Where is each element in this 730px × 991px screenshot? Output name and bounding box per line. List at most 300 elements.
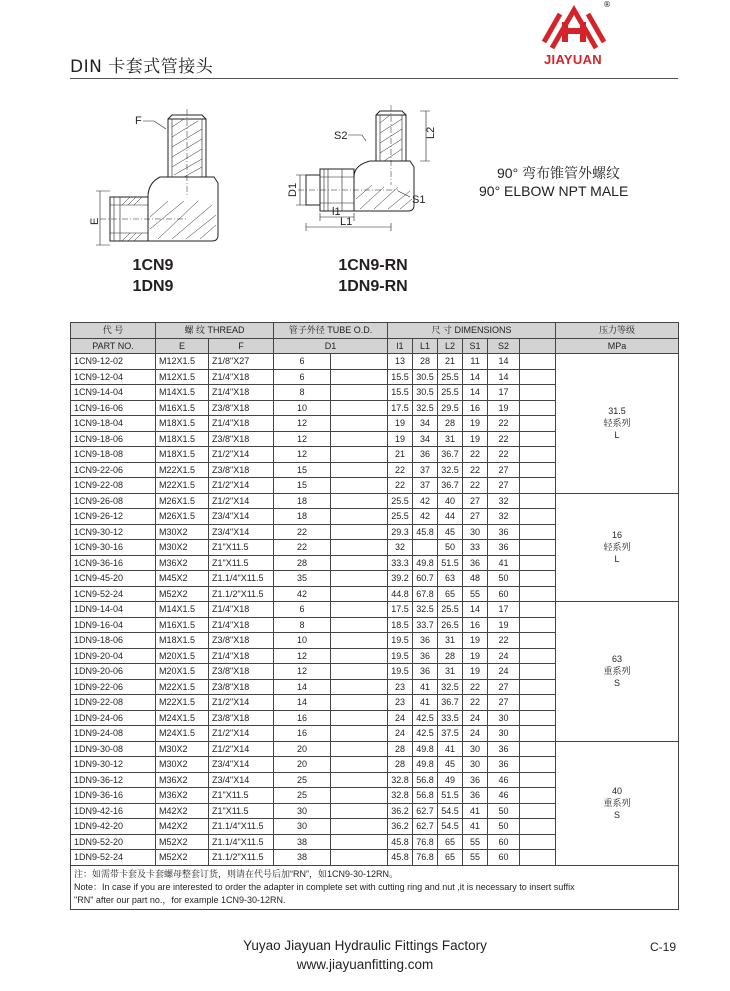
l2-cell: 25.5 (438, 385, 463, 401)
l1-cell: 28 (413, 354, 438, 370)
page-title: DIN 卡套式管接头 (70, 57, 214, 77)
blank-cell (520, 524, 556, 540)
l2-cell: 31 (438, 431, 463, 447)
l1-cell: 33.7 (413, 617, 438, 633)
l2-cell: 51.5 (438, 555, 463, 571)
s1-cell: 19 (463, 664, 488, 680)
thread-e-cell: M18X1.5 (156, 633, 209, 649)
l1-small-cell: 15.5 (388, 385, 413, 401)
label-d1: D1 (287, 182, 299, 197)
s2-cell: 27 (488, 679, 520, 695)
blank-cell (520, 385, 556, 401)
l1-cell: 56.8 (413, 788, 438, 804)
l2-cell: 21 (438, 354, 463, 370)
l1-cell: 41 (413, 695, 438, 711)
thread-f-cell: Z1"X11.5 (209, 555, 274, 571)
tube-od-cell: 12 (274, 648, 331, 664)
table-row (71, 741, 679, 757)
blank-cell (520, 431, 556, 447)
l1-cell: 41 (413, 679, 438, 695)
label-l1-small: l1 (332, 206, 341, 218)
table-header-row-2 (71, 338, 679, 354)
thread-f-cell: Z3/4"X14 (209, 509, 274, 525)
blank-cell (520, 679, 556, 695)
thread-e-cell: M14X1.5 (156, 385, 209, 401)
l2-cell: 32.5 (438, 679, 463, 695)
thread-e-cell: M20X1.5 (156, 648, 209, 664)
thread-f-cell: Z1.1/4"X11.5 (209, 834, 274, 850)
note-cn: 注：如需带卡套及卡套螺母整套订货，则请在代号后加“RN”，如1CN9-30-12RN。 (74, 868, 399, 879)
s2-cell: 36 (488, 741, 520, 757)
blank-cell (520, 462, 556, 478)
thread-e-cell: M16X1.5 (156, 617, 209, 633)
label-s1: S1 (412, 194, 426, 206)
l2-cell: 31 (438, 633, 463, 649)
pressure-cell (556, 354, 679, 494)
pressure-code: L (614, 430, 620, 441)
l1-small-cell: 19.5 (388, 648, 413, 664)
s1-cell: 55 (463, 834, 488, 850)
thread-f-cell: Z1/4"X18 (209, 416, 274, 432)
l1-small-cell: 22 (388, 478, 413, 494)
s2-cell: 32 (488, 509, 520, 525)
tube-od-cell: 10 (274, 633, 331, 649)
l2-cell: 41 (438, 741, 463, 757)
blank-cell (520, 788, 556, 804)
l1-small-cell: 36.2 (388, 819, 413, 835)
l1-small-cell: 23 (388, 695, 413, 711)
part-no-cell: 1DN9-52-20 (71, 834, 156, 850)
s2-cell: 30 (488, 710, 520, 726)
tube-od-blank-cell (331, 834, 388, 850)
thread-e-cell: M30X2 (156, 540, 209, 556)
l1-small-cell: 28 (388, 741, 413, 757)
l2-cell: 37.5 (438, 726, 463, 742)
l2-cell: 25.5 (438, 602, 463, 618)
thread-e-cell: M30X2 (156, 757, 209, 773)
table-row (71, 602, 679, 618)
s2-cell: 17 (488, 385, 520, 401)
l1-cell: 36 (413, 664, 438, 680)
tube-od-cell: 30 (274, 803, 331, 819)
s2-cell: 22 (488, 633, 520, 649)
tube-od-cell: 6 (274, 369, 331, 385)
part-no-cell: 1CN9-12-04 (71, 369, 156, 385)
part-no-cell: 1DN9-16-04 (71, 617, 156, 633)
blank-cell (520, 819, 556, 835)
label-f: F (135, 115, 142, 127)
l1-cell: 67.8 (413, 586, 438, 602)
s2-cell: 27 (488, 462, 520, 478)
s2-cell: 41 (488, 555, 520, 571)
footer-factory-name: Yuyao Jiayuan Hydraulic Fittings Factory (243, 938, 487, 953)
part-no-cell: 1CN9-26-08 (71, 493, 156, 509)
part-no-cell: 1DN9-20-06 (71, 664, 156, 680)
tube-od-cell: 8 (274, 617, 331, 633)
l2-cell: 54.5 (438, 803, 463, 819)
blank-cell (520, 478, 556, 494)
s1-cell: 22 (463, 695, 488, 711)
s1-cell: 16 (463, 617, 488, 633)
thread-f-cell: Z3/8"X18 (209, 431, 274, 447)
thread-f-cell: Z1/4"X18 (209, 602, 274, 618)
header-l1: L1 (413, 338, 438, 354)
page-number: C-19 (650, 940, 677, 954)
blank-cell (520, 757, 556, 773)
blank-cell (520, 369, 556, 385)
l1-small-cell: 15.5 (388, 369, 413, 385)
s1-cell: 24 (463, 710, 488, 726)
s1-cell: 41 (463, 803, 488, 819)
l2-cell: 28 (438, 648, 463, 664)
thread-e-cell: M52X2 (156, 834, 209, 850)
blank-cell (520, 602, 556, 618)
l1-cell: 34 (413, 416, 438, 432)
blank-cell (520, 540, 556, 556)
tube-od-blank-cell (331, 850, 388, 866)
blank-cell (520, 633, 556, 649)
s2-cell: 50 (488, 571, 520, 587)
tube-od-cell: 20 (274, 757, 331, 773)
blank-cell (520, 648, 556, 664)
l1-cell: 42.5 (413, 710, 438, 726)
blank-cell (520, 400, 556, 416)
thread-e-cell: M12X1.5 (156, 354, 209, 370)
s2-cell: 30 (488, 726, 520, 742)
s1-cell: 22 (463, 478, 488, 494)
l1-cell: 36 (413, 648, 438, 664)
l1-cell: 42 (413, 509, 438, 525)
tube-od-cell: 30 (274, 819, 331, 835)
thread-e-cell: M20X1.5 (156, 664, 209, 680)
s1-cell: 30 (463, 741, 488, 757)
thread-f-cell: Z3/8"X18 (209, 679, 274, 695)
part-no-cell: 1DN9-30-12 (71, 757, 156, 773)
l1-cell: 32.5 (413, 400, 438, 416)
blank-cell (520, 493, 556, 509)
l2-cell: 65 (438, 850, 463, 866)
s2-cell: 46 (488, 772, 520, 788)
header-mpa: MPa (556, 338, 679, 354)
header-tube: 管子外径 TUBE O.D. (274, 323, 388, 339)
part-number-right-1: 1CN9-RN (338, 257, 408, 274)
tube-od-blank-cell (331, 400, 388, 416)
l1-small-cell: 39.2 (388, 571, 413, 587)
tube-od-blank-cell (331, 788, 388, 804)
part-no-cell: 1CN9-12-02 (71, 354, 156, 370)
l1-small-cell: 44.8 (388, 586, 413, 602)
header-l-small: l1 (388, 338, 413, 354)
header-d1: D1 (274, 338, 388, 354)
thread-f-cell: Z1/2"X14 (209, 447, 274, 463)
tube-od-blank-cell (331, 679, 388, 695)
thread-e-cell: M52X2 (156, 586, 209, 602)
header-s1: S1 (463, 338, 488, 354)
l1-small-cell: 32 (388, 540, 413, 556)
tube-od-cell: 25 (274, 772, 331, 788)
s1-cell: 27 (463, 509, 488, 525)
l1-cell: 49.8 (413, 741, 438, 757)
pressure-value: 16 (612, 530, 623, 541)
tube-od-blank-cell (331, 385, 388, 401)
s1-cell: 33 (463, 540, 488, 556)
l2-cell: 36.7 (438, 478, 463, 494)
l1-small-cell: 17.5 (388, 602, 413, 618)
footer-website-link[interactable]: www.jiayuanfitting.com (296, 957, 434, 972)
tube-od-blank-cell (331, 416, 388, 432)
label-l2: L2 (425, 126, 437, 139)
thread-f-cell: Z1"X11.5 (209, 788, 274, 804)
s1-cell: 48 (463, 571, 488, 587)
l1-small-cell: 24 (388, 726, 413, 742)
l1-cell: 49.8 (413, 757, 438, 773)
l1-cell: 30.5 (413, 385, 438, 401)
header-e: E (156, 338, 209, 354)
s2-cell: 27 (488, 478, 520, 494)
tube-od-cell: 16 (274, 710, 331, 726)
thread-e-cell: M30X2 (156, 524, 209, 540)
header-divider (70, 78, 678, 79)
l1-small-cell: 22 (388, 462, 413, 478)
l2-cell: 45 (438, 524, 463, 540)
thread-e-cell: M22X1.5 (156, 478, 209, 494)
thread-f-cell: Z1/4"X18 (209, 648, 274, 664)
l1-small-cell: 13 (388, 354, 413, 370)
tube-od-cell: 14 (274, 695, 331, 711)
s2-cell: 19 (488, 400, 520, 416)
thread-e-cell: M22X1.5 (156, 462, 209, 478)
thread-f-cell: Z1"X11.5 (209, 803, 274, 819)
thread-f-cell: Z1.1/2"X11.5 (209, 586, 274, 602)
note-en-line-1: Note：In case if you are interested to order the adapter in complete set with cutting ring and nut ,it is necessary to insert suffix (74, 881, 575, 892)
l1-cell: 36 (413, 633, 438, 649)
thread-f-cell: Z3/8"X18 (209, 664, 274, 680)
part-no-cell: 1DN9-42-16 (71, 803, 156, 819)
l2-cell: 32.5 (438, 462, 463, 478)
thread-e-cell: M36X2 (156, 772, 209, 788)
s2-cell: 60 (488, 586, 520, 602)
label-e: E (89, 217, 101, 225)
note-en-line-2: "RN" after our part no.，for example 1CN9-30-12RN. (74, 894, 286, 905)
tube-od-cell: 22 (274, 524, 331, 540)
tube-od-blank-cell (331, 648, 388, 664)
header-s2: S2 (488, 338, 520, 354)
table-note-row (71, 865, 679, 909)
s2-cell: 14 (488, 354, 520, 370)
part-no-cell: 1DN9-22-06 (71, 679, 156, 695)
table-row (71, 493, 679, 509)
l1-small-cell: 18.5 (388, 617, 413, 633)
blank-cell (520, 726, 556, 742)
s1-cell: 27 (463, 493, 488, 509)
s2-cell: 36 (488, 524, 520, 540)
l1-cell: 32.5 (413, 602, 438, 618)
tube-od-blank-cell (331, 617, 388, 633)
s2-cell: 22 (488, 416, 520, 432)
tube-od-cell: 20 (274, 741, 331, 757)
tube-od-blank-cell (331, 369, 388, 385)
part-no-cell: 1DN9-24-08 (71, 726, 156, 742)
part-no-cell: 1DN9-30-08 (71, 741, 156, 757)
thread-e-cell: M24X1.5 (156, 710, 209, 726)
thread-e-cell: M36X2 (156, 788, 209, 804)
s1-cell: 30 (463, 757, 488, 773)
l1-small-cell: 32.8 (388, 788, 413, 804)
part-no-cell: 1CN9-26-12 (71, 509, 156, 525)
blank-cell (520, 586, 556, 602)
s1-cell: 19 (463, 633, 488, 649)
tube-od-blank-cell (331, 695, 388, 711)
thread-e-cell: M18X1.5 (156, 431, 209, 447)
l1-cell: 36 (413, 447, 438, 463)
blank-cell (520, 834, 556, 850)
tube-od-cell: 18 (274, 509, 331, 525)
table-header-row-1 (71, 323, 679, 339)
pressure-cell (556, 493, 679, 602)
l1-small-cell: 29.3 (388, 524, 413, 540)
thread-e-cell: M24X1.5 (156, 726, 209, 742)
s1-cell: 16 (463, 400, 488, 416)
tube-od-blank-cell (331, 664, 388, 680)
s2-cell: 50 (488, 803, 520, 819)
s1-cell: 19 (463, 431, 488, 447)
header-thread: 螺 纹 THREAD (156, 323, 274, 339)
thread-e-cell: M14X1.5 (156, 602, 209, 618)
thread-f-cell: Z1/4"X18 (209, 369, 274, 385)
elbow-drawing-left (88, 105, 228, 250)
part-no-cell: 1CN9-16-06 (71, 400, 156, 416)
l1-small-cell: 28 (388, 757, 413, 773)
pressure-series: 重系列 (603, 798, 631, 808)
thread-f-cell: Z1.1/2"X11.5 (209, 850, 274, 866)
s2-cell: 46 (488, 788, 520, 804)
part-no-cell: 1CN9-18-04 (71, 416, 156, 432)
l1-cell: 45.8 (413, 524, 438, 540)
tube-od-blank-cell (331, 819, 388, 835)
tube-od-blank-cell (331, 462, 388, 478)
l2-cell: 33.5 (438, 710, 463, 726)
l1-small-cell: 19.5 (388, 664, 413, 680)
s2-cell: 17 (488, 602, 520, 618)
s2-cell: 22 (488, 431, 520, 447)
tube-od-blank-cell (331, 524, 388, 540)
tube-od-blank-cell (331, 354, 388, 370)
tube-od-cell: 18 (274, 493, 331, 509)
s2-cell: 60 (488, 834, 520, 850)
l1-small-cell: 21 (388, 447, 413, 463)
thread-f-cell: Z1/2"X14 (209, 493, 274, 509)
thread-f-cell: Z1/2"X14 (209, 726, 274, 742)
tube-od-cell: 15 (274, 478, 331, 494)
part-no-cell: 1CN9-52-24 (71, 586, 156, 602)
tube-od-blank-cell (331, 555, 388, 571)
tube-od-cell: 6 (274, 354, 331, 370)
part-no-cell: 1CN9-18-08 (71, 447, 156, 463)
tube-od-cell: 16 (274, 726, 331, 742)
l1-cell: 37 (413, 462, 438, 478)
s2-cell: 32 (488, 493, 520, 509)
thread-f-cell: Z1/2"X14 (209, 741, 274, 757)
l2-cell: 49 (438, 772, 463, 788)
tube-od-blank-cell (331, 602, 388, 618)
thread-e-cell: M42X2 (156, 819, 209, 835)
thread-e-cell: M22X1.5 (156, 695, 209, 711)
s1-cell: 55 (463, 586, 488, 602)
tube-od-cell: 8 (274, 385, 331, 401)
l1-small-cell: 19 (388, 431, 413, 447)
l1-small-cell: 32.8 (388, 772, 413, 788)
l1-small-cell: 19 (388, 416, 413, 432)
s2-cell: 36 (488, 540, 520, 556)
l2-cell: 40 (438, 493, 463, 509)
part-no-cell: 1DN9-52-24 (71, 850, 156, 866)
part-number-right-2: 1DN9-RN (338, 278, 408, 295)
thread-f-cell: Z1"X11.5 (209, 540, 274, 556)
pressure-cell (556, 602, 679, 742)
blank-cell (520, 571, 556, 587)
pressure-cell (556, 741, 679, 865)
s1-cell: 22 (463, 447, 488, 463)
tube-od-cell: 42 (274, 586, 331, 602)
tube-od-cell: 14 (274, 679, 331, 695)
tube-od-blank-cell (331, 540, 388, 556)
blank-cell (520, 447, 556, 463)
tube-od-blank-cell (331, 586, 388, 602)
blank-cell (520, 617, 556, 633)
registered-mark: ® (603, 0, 611, 9)
l1-small-cell: 33.3 (388, 555, 413, 571)
tube-od-cell: 12 (274, 431, 331, 447)
l2-cell: 28 (438, 416, 463, 432)
part-number-left-2: 1DN9 (132, 278, 174, 295)
part-no-cell: 1DN9-24-06 (71, 710, 156, 726)
l1-cell: 34 (413, 431, 438, 447)
blank-cell (520, 695, 556, 711)
pressure-series: 重系列 (603, 666, 631, 677)
thread-f-cell: Z1/2"X14 (209, 695, 274, 711)
part-no-cell: 1DN9-18-06 (71, 633, 156, 649)
blank-cell (520, 803, 556, 819)
pressure-value: 31.5 (608, 406, 626, 417)
thread-f-cell: Z1/2"X14 (209, 478, 274, 494)
s1-cell: 24 (463, 726, 488, 742)
thread-e-cell: M30X2 (156, 741, 209, 757)
description-en: 90° ELBOW NPT MALE (479, 183, 629, 199)
tube-od-blank-cell (331, 710, 388, 726)
thread-f-cell: Z1/4"X18 (209, 617, 274, 633)
thread-f-cell: Z3/4"X14 (209, 524, 274, 540)
part-no-cell: 1DN9-36-12 (71, 772, 156, 788)
thread-f-cell: Z3/8"X18 (209, 710, 274, 726)
l1-small-cell: 23 (388, 679, 413, 695)
tube-od-blank-cell (331, 726, 388, 742)
tube-od-cell: 22 (274, 540, 331, 556)
tube-od-blank-cell (331, 478, 388, 494)
header-l2: L2 (438, 338, 463, 354)
thread-e-cell: M26X1.5 (156, 509, 209, 525)
l1-small-cell: 45.8 (388, 834, 413, 850)
part-no-cell: 1CN9-14-04 (71, 385, 156, 401)
blank-cell (520, 710, 556, 726)
part-no-cell: 1CN9-45-20 (71, 571, 156, 587)
pressure-code: L (614, 554, 620, 565)
l1-cell: 49.8 (413, 555, 438, 571)
tube-od-blank-cell (331, 741, 388, 757)
thread-e-cell: M18X1.5 (156, 447, 209, 463)
l2-cell: 50 (438, 540, 463, 556)
part-no-cell: 1CN9-22-06 (71, 462, 156, 478)
s1-cell: 30 (463, 524, 488, 540)
